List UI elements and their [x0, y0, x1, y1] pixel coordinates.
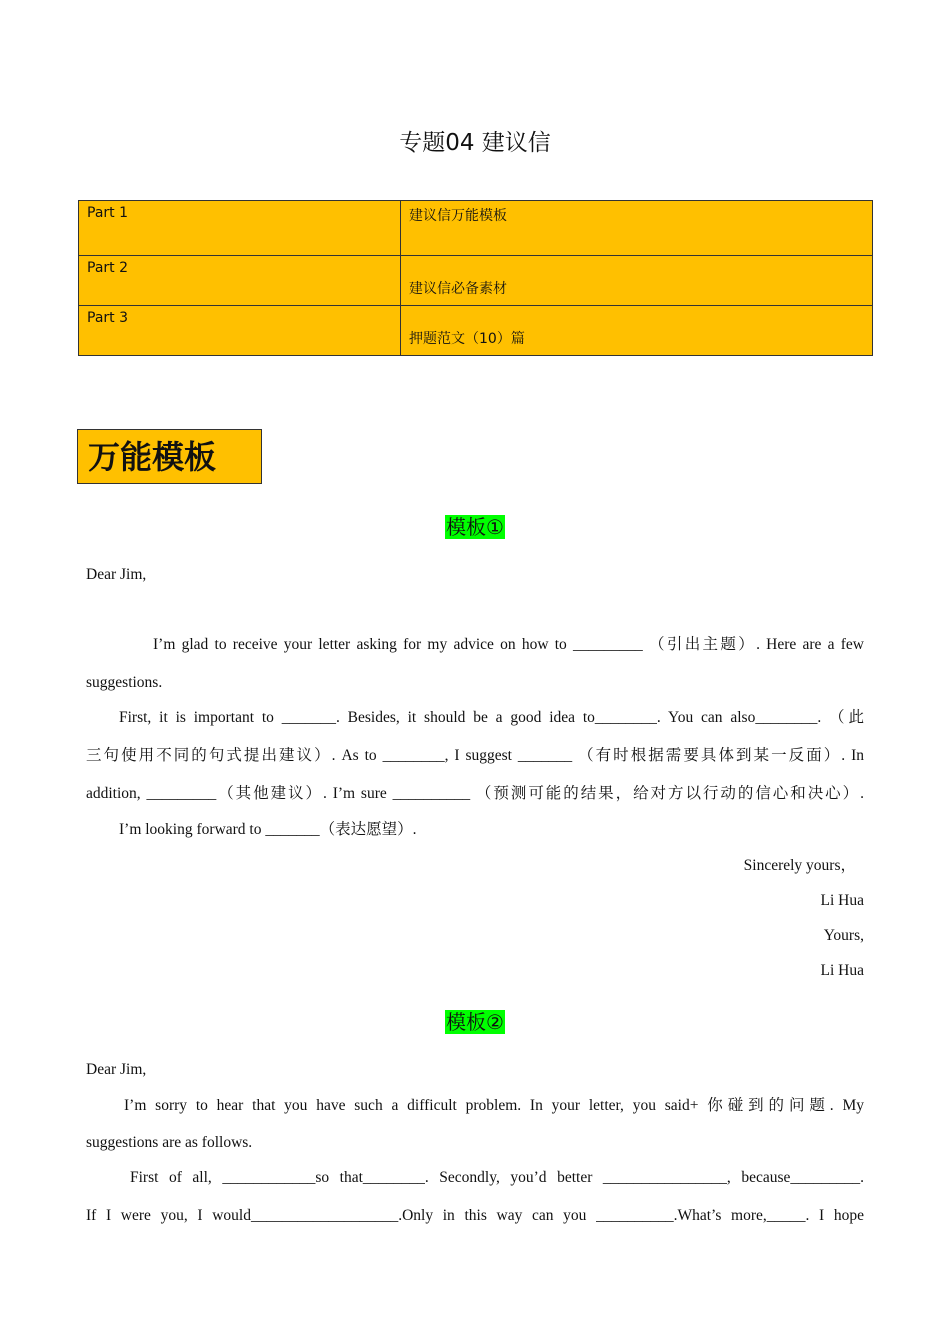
- letter-greeting: Dear Jim,: [86, 1061, 147, 1078]
- page-title: 专题04 建议信: [399, 130, 551, 156]
- letter-line: I’m sorry to hear that you have such a difficult problem. In your letter, you said+ 你碰到的问题. My: [124, 1097, 864, 1114]
- letter-line: addition, _________（其他建议）. I’m sure __________ （预测可能的结果，给对方以行动的信心和决心）.: [86, 785, 864, 802]
- part-description: [401, 256, 873, 306]
- part-label: Part 3: [79, 306, 401, 356]
- letter-closing: Yours,: [823, 927, 864, 944]
- part-label: Part 1: [79, 201, 401, 256]
- letter-closing: Sincerely yours，: [743, 857, 856, 874]
- letter-line: 三句使用不同的句式提出建议）. As to ________, I suggest _______ （有时根据需要具体到某一反面）. In: [86, 747, 864, 764]
- letter-signature: Li Hua: [820, 892, 864, 909]
- letter-line: I’m glad to receive your letter asking for my advice on how to _________ （引出主题）. Here are a few: [153, 636, 864, 653]
- part-description-text: 押题范文（10）篇: [409, 331, 525, 347]
- letter-line: First of all, ____________so that________. Secondly, you’d better ________________, because_________.: [130, 1169, 864, 1186]
- template-heading: [0, 1006, 950, 1035]
- letter-line: suggestions.: [86, 674, 163, 691]
- letter-line: suggestions are as follows.: [86, 1134, 253, 1151]
- contents-table: [78, 200, 873, 356]
- template-heading-highlight: 模板②: [446, 1010, 504, 1034]
- table-row: [79, 306, 873, 356]
- part-description: [401, 306, 873, 356]
- template-heading-highlight: 模板①: [446, 515, 504, 539]
- letter-line: First, it is important to _______. Besides, it should be a good idea to________. You can also________. （此: [119, 709, 864, 726]
- section-heading: 万能模板: [77, 429, 262, 484]
- template-heading: [0, 511, 950, 540]
- table-row: [79, 201, 873, 256]
- table-row: [79, 256, 873, 306]
- letter-line: I’m looking forward to _______（表达愿望）.: [119, 821, 417, 838]
- letter-signature: Li Hua: [820, 962, 864, 979]
- letter-greeting: Dear Jim,: [86, 566, 147, 583]
- part-label: Part 2: [79, 256, 401, 306]
- part-description: 建议信万能模板: [401, 201, 873, 256]
- letter-line: If I were you, I would___________________.Only in this way can you __________.What’s more,_____. I hope: [86, 1207, 864, 1224]
- part-description-text: 建议信必备素材: [409, 281, 507, 297]
